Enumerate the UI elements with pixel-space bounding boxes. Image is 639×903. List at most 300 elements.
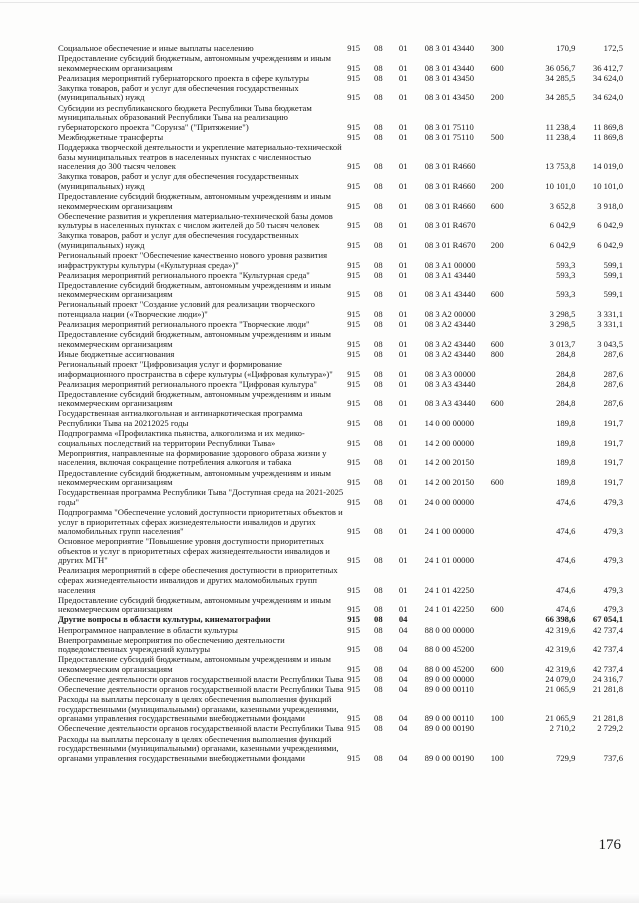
scan-edge-bottom <box>0 893 639 903</box>
row-expense-type: 600 <box>490 398 504 409</box>
row-expense-type <box>491 409 516 429</box>
row-expense-type: 600 <box>490 289 504 300</box>
row-sum-year-1: 170,9 <box>556 43 576 53</box>
row-expense-type: 200 <box>490 239 504 250</box>
row-subsection: 01 <box>398 398 408 409</box>
row-sum-year-2: 67 054,1 <box>592 614 623 625</box>
row-sum-year-2: 34 624,0 <box>592 72 623 83</box>
row-grbs: 915 <box>347 92 361 103</box>
row-expense-type <box>491 380 516 390</box>
budget-allocation-table <box>58 44 623 764</box>
row-expense-type <box>491 615 516 625</box>
row-grbs: 915 <box>347 604 361 615</box>
row-section: 08 <box>374 674 383 684</box>
row-grbs: 915 <box>347 121 361 132</box>
row-grbs: 915 <box>347 614 361 625</box>
table-row <box>58 449 623 469</box>
row-sum-year-1: 593,3 <box>556 289 576 300</box>
row-sum-year-1: 284,8 <box>556 348 576 359</box>
row-sum-year-2: 11 869,8 <box>593 131 623 142</box>
row-section: 08 <box>374 368 383 379</box>
row-subsection: 04 <box>398 614 408 625</box>
row-sum-year-2: 42 737,4 <box>592 663 623 674</box>
row-sum-year-1: 2 710,2 <box>549 723 576 734</box>
row-sum-year-2: 3 331,1 <box>597 319 623 330</box>
row-expense-type <box>491 212 516 232</box>
row-target-article: 89 0 00 00000 <box>424 674 475 684</box>
row-sum-year-2: 287,6 <box>603 398 623 409</box>
row-grbs: 915 <box>347 477 361 488</box>
row-grbs: 915 <box>347 378 361 389</box>
row-sum-year-2: 599,1 <box>603 289 623 300</box>
row-name: Предоставление субсидий бюджетным, автономным учреждениям и иным некоммерческим организациям <box>58 329 331 349</box>
row-name: Предоставление субсидий бюджетным, автономным учреждениям и иным некоммерческим организациям <box>58 279 331 300</box>
row-grbs: 915 <box>347 368 361 379</box>
row-grbs: 915 <box>347 418 361 429</box>
row-expense-type: 300 <box>490 43 504 53</box>
row-expense-type: 600 <box>490 604 504 615</box>
row-sum-year-2: 191,7 <box>603 457 623 468</box>
row-section: 08 <box>374 398 383 409</box>
row-sum-year-1: 284,8 <box>556 398 576 409</box>
row-name: Предоставление субсидий бюджетным, автономным учреждениям и иным некоммерческим организациям <box>58 654 331 674</box>
table-row <box>58 636 623 656</box>
row-grbs: 915 <box>347 674 361 684</box>
row-target-article: 08 3 01 R4670 <box>424 239 476 250</box>
row-grbs: 915 <box>347 663 361 674</box>
row-sum-year-2: 191,7 <box>603 437 623 448</box>
row-target-article: 08 3 A1 00000 <box>424 259 476 270</box>
row-name: Региональный проект "Обеспечение качественно нового уровня развития инфраструктуры культуры («Культурная среда»)" <box>58 249 328 270</box>
row-sum-year-1: 3 298,5 <box>549 309 576 320</box>
row-target-article: 24 1 00 00000 <box>424 526 475 537</box>
row-target-article: 08 3 A1 43440 <box>424 289 476 300</box>
row-sum-year-1: 3 652,8 <box>549 200 576 211</box>
row-grbs: 915 <box>347 624 361 635</box>
row-sum-year-1: 284,8 <box>556 368 576 379</box>
table-row <box>58 360 623 380</box>
row-subsection: 01 <box>398 43 408 53</box>
table-row <box>58 390 623 410</box>
row-expense-type <box>491 724 516 734</box>
row-name: Предоставление субсидий бюджетным, автономным учреждениям и иным некоммерческим организациям <box>58 190 331 211</box>
row-expense-type <box>491 566 516 595</box>
row-subsection: 01 <box>398 131 408 142</box>
table-row <box>58 596 623 616</box>
table-row <box>58 488 623 508</box>
row-grbs: 915 <box>347 239 361 250</box>
row-sum-year-2: 6 042,9 <box>597 220 623 231</box>
row-subsection: 04 <box>398 674 408 684</box>
row-sum-year-1: 42 319,6 <box>545 624 576 635</box>
row-subsection: 04 <box>398 663 408 674</box>
row-grbs: 915 <box>347 180 361 191</box>
row-grbs: 915 <box>347 526 361 537</box>
row-sum-year-2: 21 281,8 <box>592 713 623 724</box>
row-grbs: 915 <box>347 259 361 270</box>
row-name: Обеспечение деятельности органов государственной власти Республики Тыва <box>58 674 344 684</box>
table-body <box>58 44 623 764</box>
row-expense-type: 600 <box>490 200 504 211</box>
row-sum-year-1: 189,8 <box>556 457 576 468</box>
row-target-article: 08 3 01 43440 <box>424 62 475 73</box>
row-section: 08 <box>374 200 383 211</box>
row-grbs: 915 <box>347 496 361 507</box>
row-sum-year-1: 474,6 <box>556 526 576 537</box>
row-sum-year-1: 284,8 <box>556 378 576 389</box>
row-sum-year-2: 599,1 <box>603 269 623 280</box>
row-expense-type <box>491 626 516 636</box>
row-section: 08 <box>374 684 383 695</box>
row-name: Региональный проект "Цифровизация услуг и формирование информационного пространства в сфере культуры («Цифровая культура»)" <box>58 359 333 379</box>
row-section: 08 <box>374 614 383 625</box>
row-target-article: 24 1 01 42250 <box>424 604 475 615</box>
row-expense-type <box>491 104 516 133</box>
row-grbs: 915 <box>347 62 361 73</box>
row-grbs: 915 <box>347 348 361 359</box>
row-sum-year-2: 479,3 <box>603 526 623 537</box>
row-name: Государственная программа Республики Тыва "Доступная среда на 2021-2025 годы" <box>58 487 344 507</box>
row-target-article: 88 0 00 45200 <box>424 644 475 655</box>
row-sum-year-2: 191,7 <box>603 477 623 488</box>
row-sum-year-2: 3 918,0 <box>597 200 623 211</box>
row-section: 08 <box>374 319 383 330</box>
row-subsection: 04 <box>398 644 408 655</box>
row-grbs: 915 <box>347 457 361 468</box>
row-section: 08 <box>374 259 383 270</box>
row-target-article: 08 3 A2 43440 <box>424 319 476 330</box>
row-expense-type: 600 <box>490 62 504 73</box>
row-name: Непрограммное направление в области культуры <box>58 624 238 635</box>
row-name: Обеспечение деятельности органов государственной власти Республики Тыва <box>58 723 344 734</box>
row-grbs: 915 <box>347 161 361 172</box>
row-target-article: 08 3 A2 43440 <box>424 348 476 359</box>
table-row <box>58 231 623 251</box>
row-target-article: 08 3 A2 00000 <box>424 309 476 320</box>
row-sum-year-1: 21 065,9 <box>545 713 576 724</box>
row-sum-year-1: 6 042,9 <box>549 220 576 231</box>
row-name: Поддержка творческой деятельности и укрепление материально-технической базы муниципальных театров в населенных пунктах с численностью населения до 300 тысяч человек <box>58 141 342 172</box>
row-sum-year-2: 11 869,8 <box>593 121 623 132</box>
row-grbs: 915 <box>347 220 361 231</box>
row-sum-year-1: 6 042,9 <box>549 239 576 250</box>
table-row <box>58 300 623 320</box>
row-expense-type <box>491 685 516 695</box>
row-target-article: 08 3 A3 43440 <box>424 398 476 409</box>
row-section: 08 <box>374 62 383 73</box>
row-sum-year-1: 3 013,7 <box>549 338 576 349</box>
row-subsection: 01 <box>398 259 408 270</box>
row-section: 08 <box>374 338 383 349</box>
row-target-article: 89 0 00 00190 <box>424 723 475 734</box>
row-section: 08 <box>374 131 383 142</box>
row-expense-type: 100 <box>490 752 504 763</box>
row-target-article: 08 3 A2 43440 <box>424 338 476 349</box>
row-target-article: 14 2 00 20150 <box>424 477 475 488</box>
row-grbs: 915 <box>347 319 361 330</box>
row-name: Внепрограммные мероприятия по обеспечению деятельности подведомственных учреждений культуры <box>58 634 285 655</box>
row-expense-type <box>491 360 516 380</box>
row-name: Реализация мероприятий регионального проекта "Цифровая культура" <box>58 378 317 389</box>
row-subsection: 01 <box>398 72 408 83</box>
row-subsection: 01 <box>398 604 408 615</box>
row-section: 08 <box>374 663 383 674</box>
row-section: 08 <box>374 239 383 250</box>
row-expense-type: 100 <box>490 713 504 724</box>
table-row <box>58 655 623 675</box>
row-section: 08 <box>374 220 383 231</box>
row-section: 08 <box>374 437 383 448</box>
row-name: Иные бюджетные ассигнования <box>58 348 175 359</box>
row-subsection: 01 <box>398 220 408 231</box>
row-grbs: 915 <box>347 437 361 448</box>
row-sum-year-1: 10 101,0 <box>545 180 576 191</box>
row-section: 08 <box>374 180 383 191</box>
row-sum-year-2: 6 042,9 <box>597 239 623 250</box>
row-name: Подпрограмма "Обеспечение условий доступности приоритетных объектов и услуг в приоритетных сферах жизнедеятельности инвалидов и других маломобильных групп населения" <box>58 506 343 537</box>
row-subsection: 04 <box>398 723 408 734</box>
row-sum-year-1: 34 285,5 <box>545 72 576 83</box>
table-row <box>58 735 623 764</box>
row-sum-year-1: 593,3 <box>556 259 576 270</box>
row-expense-type <box>491 271 516 281</box>
row-sum-year-2: 2 729,2 <box>597 723 623 734</box>
row-section: 08 <box>374 584 383 595</box>
row-sum-year-1: 42 319,6 <box>545 644 576 655</box>
row-sum-year-1: 34 285,5 <box>545 92 576 103</box>
row-subsection: 01 <box>398 200 408 211</box>
row-name: Обеспечение деятельности органов государственной власти Республики Тыва <box>58 684 344 695</box>
row-section: 08 <box>374 752 383 763</box>
row-section: 08 <box>374 418 383 429</box>
row-expense-type: 600 <box>490 477 504 488</box>
row-sum-year-1: 729,9 <box>556 752 576 763</box>
row-sum-year-2: 3 043,5 <box>597 338 623 349</box>
row-target-article: 08 3 01 75110 <box>424 131 474 142</box>
row-sum-year-1: 474,6 <box>556 584 576 595</box>
row-sum-year-2: 479,3 <box>603 604 623 615</box>
row-sum-year-1: 42 319,6 <box>545 663 576 674</box>
row-sum-year-1: 11 238,4 <box>545 131 576 142</box>
row-section: 08 <box>374 378 383 389</box>
row-name: Закупка товаров, работ и услуг для обеспечения государственных (муниципальных) нужд <box>58 171 299 191</box>
row-target-article: 08 3 A1 43440 <box>424 269 476 280</box>
table-row <box>58 281 623 301</box>
row-sum-year-2: 42 737,4 <box>592 624 623 635</box>
table-row <box>58 84 623 104</box>
row-name: Реализация мероприятий в сфере обеспечения доступности в приоритетных сферах жизнедеятельности инвалидов и других маломобильных групп населения <box>58 565 338 595</box>
row-section: 08 <box>374 477 383 488</box>
row-name: Социальное обеспечение и иные выплаты населению <box>58 43 254 53</box>
row-sum-year-2: 34 624,0 <box>592 92 623 103</box>
table-row <box>58 251 623 271</box>
row-grbs: 915 <box>347 338 361 349</box>
row-expense-type: 800 <box>490 348 504 359</box>
row-sum-year-2: 3 331,1 <box>597 309 623 320</box>
row-target-article: 89 0 00 00110 <box>424 713 474 724</box>
row-expense-type: 200 <box>490 92 504 103</box>
row-section: 08 <box>374 309 383 320</box>
table-row <box>58 429 623 449</box>
row-sum-year-1: 474,6 <box>556 555 576 566</box>
row-name: Расходы на выплаты персоналу в целях обеспечения выполнения функций государственными (муниципальными) органами, казенными учреждениями, органами управления государственными внебюджетными фондами <box>58 733 339 763</box>
table-row <box>58 54 623 74</box>
row-expense-type: 200 <box>490 180 504 191</box>
row-expense-type <box>491 675 516 685</box>
row-expense-type <box>491 636 516 656</box>
row-sum-year-2: 172,5 <box>603 43 623 53</box>
row-name: Предоставление субсидий бюджетным, автономным учреждениям и иным некоммерческим организациям <box>58 467 331 488</box>
row-sum-year-1: 36 056,7 <box>545 62 576 73</box>
row-grbs: 915 <box>347 131 361 142</box>
row-section: 08 <box>374 457 383 468</box>
table-row <box>58 104 623 133</box>
row-expense-type <box>491 320 516 330</box>
row-section: 08 <box>374 604 383 615</box>
row-target-article: 14 0 00 00000 <box>424 418 475 429</box>
row-sum-year-1: 189,8 <box>556 437 576 448</box>
row-grbs: 915 <box>347 723 361 734</box>
row-sum-year-1: 11 238,4 <box>545 121 576 132</box>
row-section: 08 <box>374 289 383 300</box>
row-subsection: 01 <box>398 368 408 379</box>
row-sum-year-1: 593,3 <box>556 269 576 280</box>
row-expense-type <box>491 537 516 566</box>
row-sum-year-1: 474,6 <box>556 604 576 615</box>
row-subsection: 01 <box>398 348 408 359</box>
row-target-article: 08 3 01 R4660 <box>424 161 476 172</box>
row-section: 08 <box>374 72 383 83</box>
table-row <box>58 469 623 489</box>
row-grbs: 915 <box>347 398 361 409</box>
row-sum-year-2: 36 412,7 <box>592 62 623 73</box>
row-sum-year-2: 14 019,0 <box>592 161 623 172</box>
row-name: Предоставление субсидий бюджетным, автономным учреждениям и иным некоммерческим организациям <box>58 388 331 409</box>
row-subsection: 01 <box>398 457 408 468</box>
row-name: Закупка товаров, работ и услуг для обеспечения государственных (муниципальных) нужд <box>58 82 299 103</box>
row-target-article: 89 0 00 00190 <box>424 752 475 763</box>
row-sum-year-2: 21 281,8 <box>592 684 623 695</box>
row-section: 08 <box>374 92 383 103</box>
row-section: 08 <box>374 644 383 655</box>
row-expense-type <box>491 143 516 172</box>
row-target-article: 89 0 00 00110 <box>424 684 474 695</box>
row-sum-year-1: 189,8 <box>556 418 576 429</box>
row-name: Реализация мероприятий регионального проекта "Творческие люди" <box>58 319 310 330</box>
row-sum-year-1: 21 065,9 <box>545 684 576 695</box>
row-expense-type: 500 <box>490 131 504 142</box>
row-subsection: 01 <box>398 269 408 280</box>
row-expense-type <box>491 429 516 449</box>
row-grbs: 915 <box>347 269 361 280</box>
row-section: 08 <box>374 624 383 635</box>
row-sum-year-1: 474,6 <box>556 496 576 507</box>
row-name: Предоставление субсидий бюджетным, автономным учреждениям и иным некоммерческим организациям <box>58 594 331 615</box>
row-subsection: 04 <box>398 752 408 763</box>
row-target-article: 14 2 00 00000 <box>424 437 475 448</box>
row-target-article: 08 3 A3 00000 <box>424 368 476 379</box>
row-name: Подпрограмма «Профилактика пьянства, алкоголизма и их медико-социальных последствий на территории Республики Тыва» <box>58 428 305 448</box>
row-sum-year-2: 479,3 <box>603 555 623 566</box>
row-target-article: 24 0 00 00000 <box>424 496 475 507</box>
row-grbs: 915 <box>347 309 361 320</box>
row-subsection: 01 <box>398 161 408 172</box>
row-name: Закупка товаров, работ и услуг для обеспечения государственных (муниципальных) нужд <box>58 230 299 250</box>
row-subsection: 01 <box>398 378 408 389</box>
table-row <box>58 212 623 232</box>
row-sum-year-2: 191,7 <box>603 418 623 429</box>
row-grbs: 915 <box>347 752 361 763</box>
page-number: 176 <box>598 837 621 853</box>
row-sum-year-2: 287,6 <box>603 348 623 359</box>
row-subsection: 04 <box>398 624 408 635</box>
row-subsection: 01 <box>398 309 408 320</box>
row-subsection: 01 <box>398 180 408 191</box>
row-name: Государственная антиалкогольная и антинаркотическая программа Республики Тыва на 20212025 годы <box>58 408 303 429</box>
row-name: Другие вопросы в области культуры, кинематографии <box>58 614 271 625</box>
row-grbs: 915 <box>347 43 361 53</box>
row-section: 08 <box>374 555 383 566</box>
row-sum-year-2: 24 316,7 <box>592 674 623 684</box>
row-expense-type <box>491 508 516 537</box>
row-subsection: 04 <box>398 713 408 724</box>
row-expense-type <box>491 74 516 84</box>
row-target-article: 08 3 01 43450 <box>424 72 475 83</box>
row-sum-year-1: 66 398,6 <box>545 614 576 625</box>
row-section: 08 <box>374 161 383 172</box>
row-target-article: 08 3 01 R4660 <box>424 200 476 211</box>
row-section: 08 <box>374 121 383 132</box>
row-sum-year-1: 3 298,5 <box>549 319 576 330</box>
row-sum-year-2: 479,3 <box>603 584 623 595</box>
row-expense-type <box>491 488 516 508</box>
table-row <box>58 409 623 429</box>
row-grbs: 915 <box>347 72 361 83</box>
row-section: 08 <box>374 348 383 359</box>
table-row <box>58 172 623 192</box>
row-sum-year-2: 479,3 <box>603 496 623 507</box>
row-target-article: 88 0 00 45200 <box>424 663 475 674</box>
row-grbs: 915 <box>347 200 361 211</box>
table-row <box>58 143 623 172</box>
row-section: 08 <box>374 723 383 734</box>
row-sum-year-2: 287,6 <box>603 368 623 379</box>
row-grbs: 915 <box>347 713 361 724</box>
row-expense-type <box>491 251 516 271</box>
row-grbs: 915 <box>347 584 361 595</box>
row-name: Основное мероприятие "Повышение уровня доступности приоритетных объектов и услуг в приоритетных сферах жизнедеятельности инвалидов и других МГН" <box>58 536 330 566</box>
row-sum-year-2: 287,6 <box>603 378 623 389</box>
row-sum-year-1: 24 079,0 <box>545 674 576 684</box>
row-section: 08 <box>374 526 383 537</box>
row-subsection: 01 <box>398 289 408 300</box>
scan-edge-top <box>0 2 639 3</box>
row-subsection: 01 <box>398 477 408 488</box>
row-name: Обеспечение развития и укрепления материально-технической базы домов культуры в населенных пунктах с числом жителей до 50 тысяч человек <box>58 210 333 231</box>
row-grbs: 915 <box>347 555 361 566</box>
row-sum-year-2: 599,1 <box>603 259 623 270</box>
row-subsection: 01 <box>398 496 408 507</box>
row-subsection: 01 <box>398 584 408 595</box>
row-sum-year-2: 737,6 <box>603 752 623 763</box>
row-target-article: 08 3 01 R4660 <box>424 180 476 191</box>
row-name: Мероприятия, направленные на формирование здорового образа жизни у населения, включая сокращение потребления алкоголя и табака <box>58 447 327 468</box>
row-subsection: 01 <box>398 92 408 103</box>
row-sum-year-1: 189,8 <box>556 477 576 488</box>
row-sum-year-1: 13 753,8 <box>545 161 576 172</box>
row-name: Субсидии из республиканского бюджета Республики Тыва бюджетам муниципальных образований Республики Тыва на реализацию губернаторского проекта "Сорунза" ("Притяжение") <box>58 102 312 132</box>
row-section: 08 <box>374 713 383 724</box>
